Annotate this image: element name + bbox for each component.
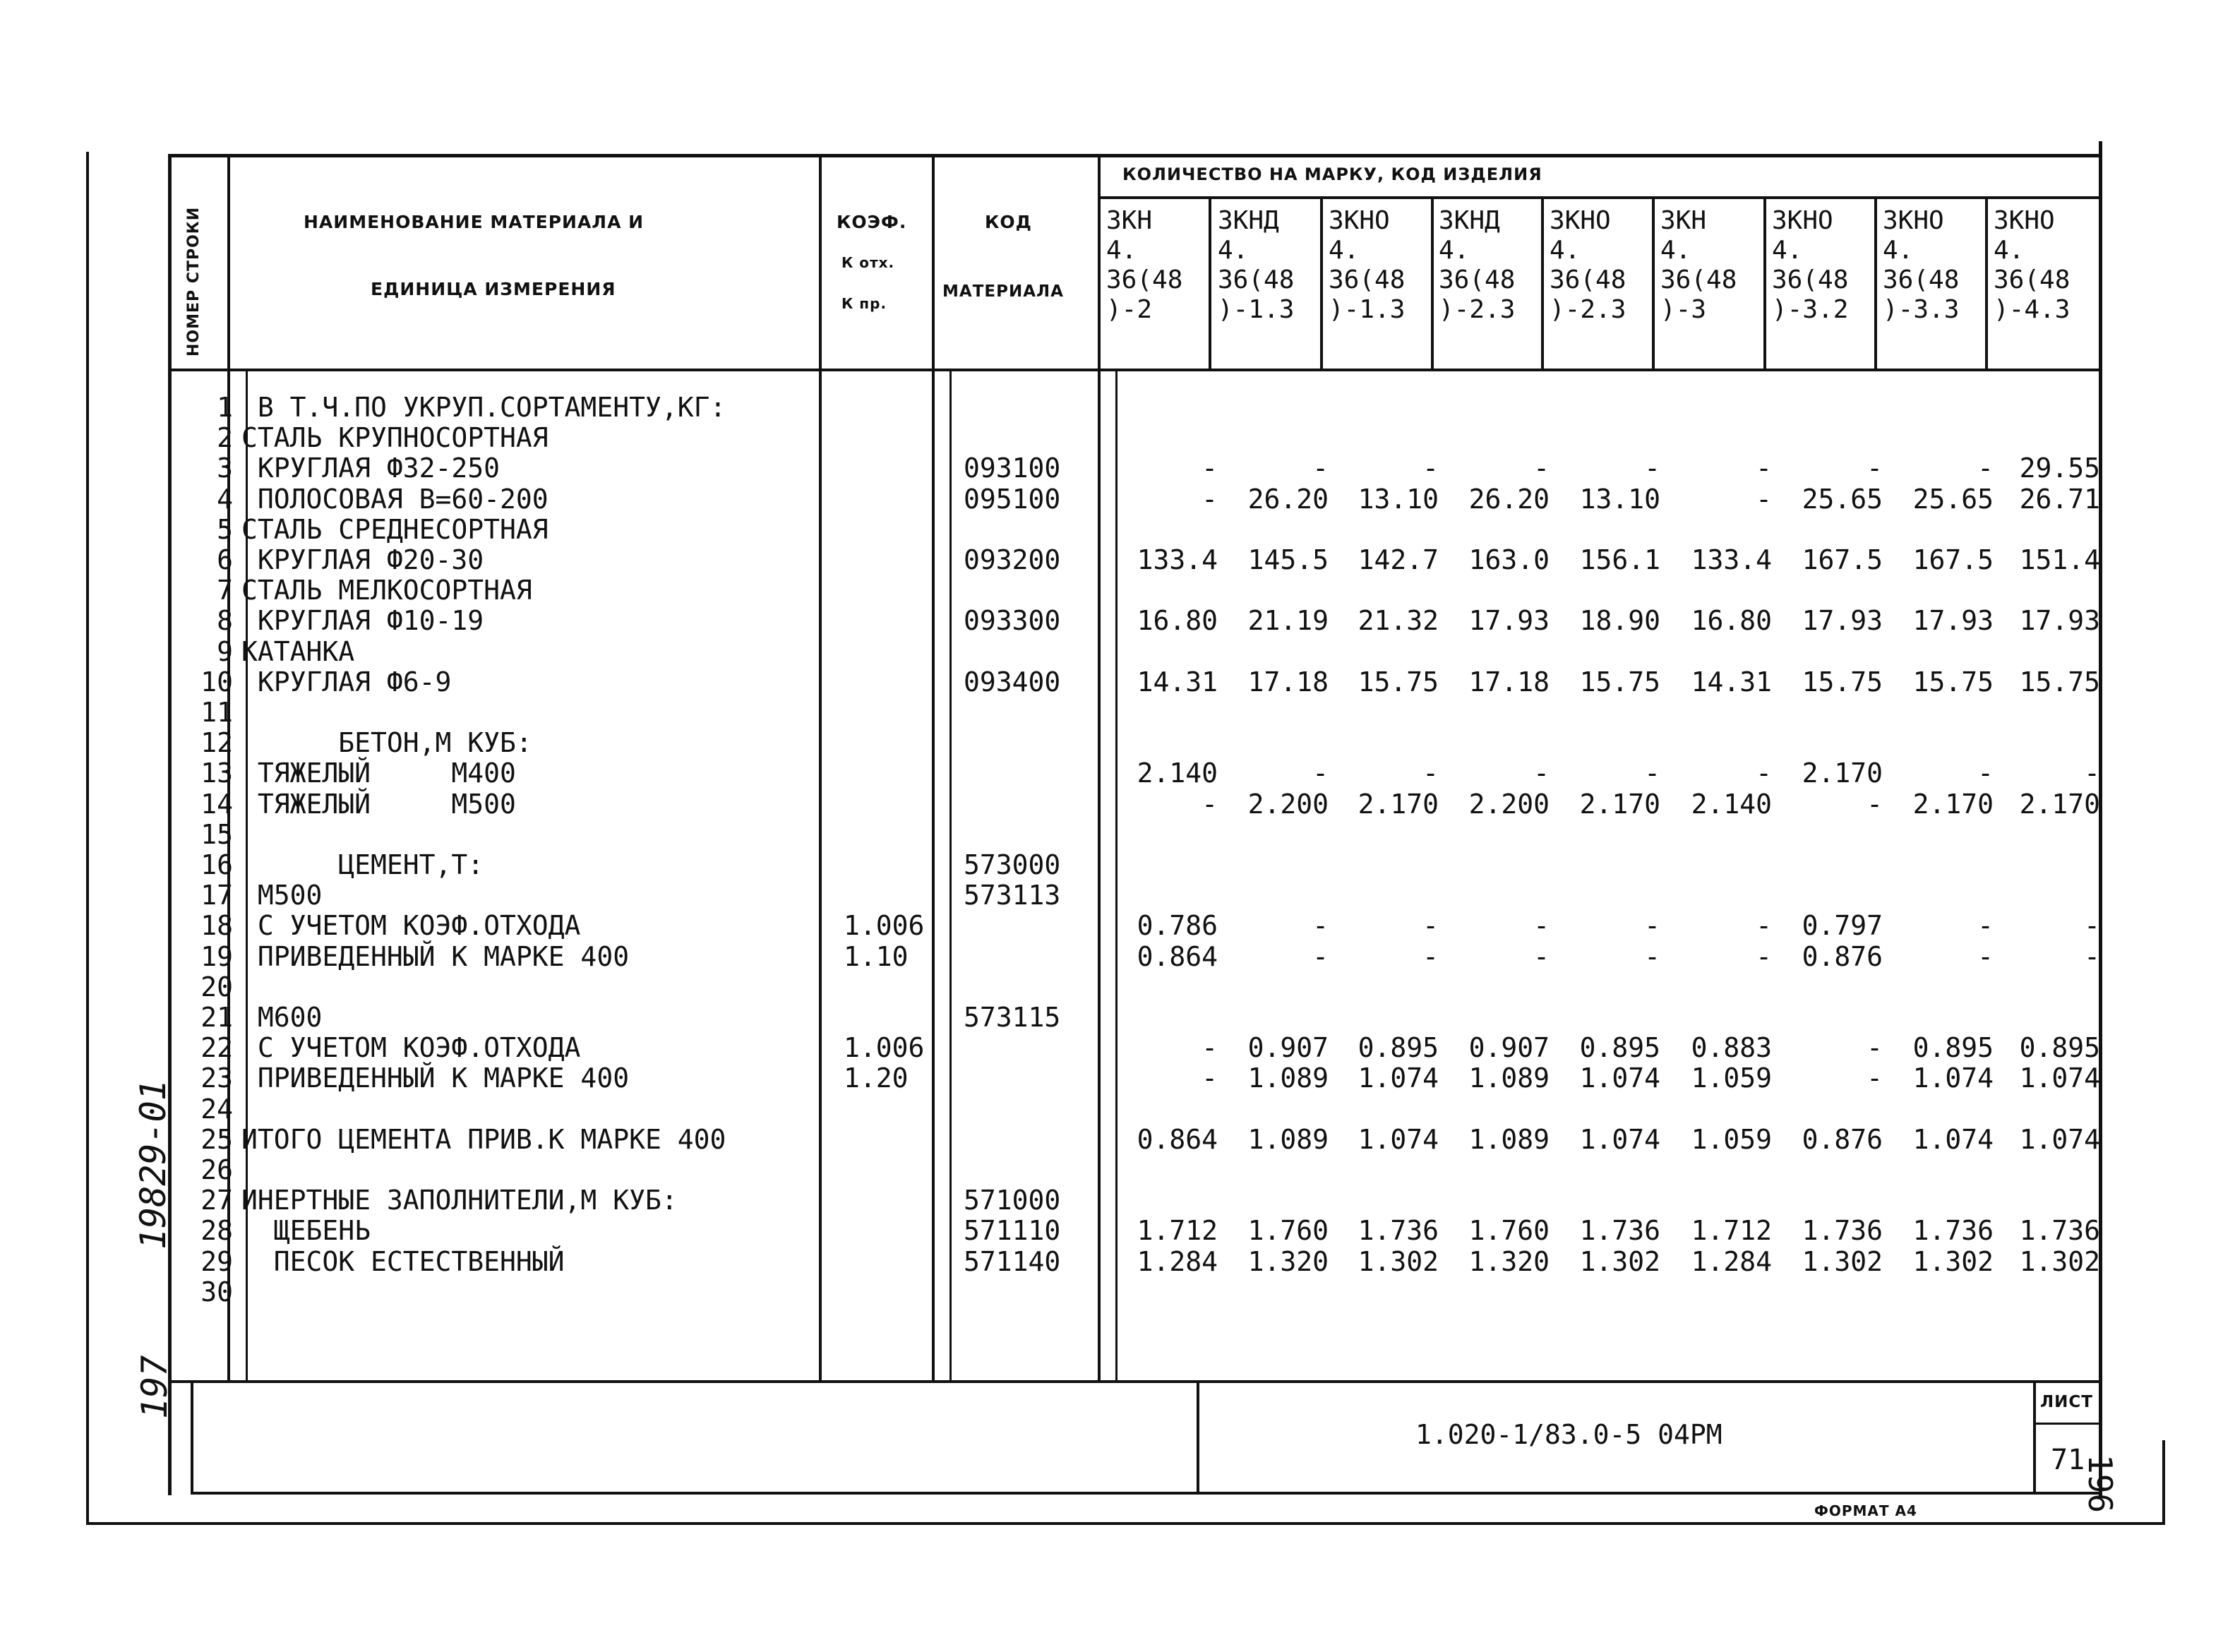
- quantity-value: 13.10: [1579, 484, 1660, 515]
- material-code: 093400: [964, 666, 1061, 698]
- koef-header-line2: К отх.: [841, 254, 895, 271]
- quantity-value: -: [2084, 941, 2100, 972]
- quantity-value: -: [1202, 484, 1218, 515]
- product-code-line: ЗКНО: [1329, 206, 1390, 235]
- doc-code: 1.020-1/83.0-5 04РМ: [1415, 1419, 1722, 1450]
- product-code-line: ЗКН: [1106, 206, 1153, 235]
- quantity-value: 1.736: [2019, 1215, 2100, 1246]
- col-line-v8: [1985, 198, 1988, 371]
- row-number: 16: [200, 849, 233, 880]
- product-code-line: 36(48: [1439, 265, 1516, 294]
- quantity-value: 1.712: [1137, 1215, 1218, 1246]
- product-code-line: )-2.3: [1439, 295, 1516, 324]
- quantity-value: 15.75: [1358, 666, 1439, 698]
- row-number: 23: [200, 1063, 233, 1094]
- material-code: 573115: [964, 1002, 1061, 1033]
- quantity-value: -: [1756, 758, 1772, 789]
- quantity-value: 1.320: [1247, 1246, 1329, 1277]
- quantity-value: 1.074: [1579, 1063, 1660, 1094]
- product-code-header: [1994, 206, 2070, 325]
- quantity-value: 29.55: [2019, 453, 2100, 484]
- table-frame-left: [168, 154, 172, 1495]
- row-number: 22: [200, 1032, 233, 1063]
- header-separator: [168, 369, 2102, 371]
- code-header-line2: МАТЕРИАЛА: [942, 282, 1064, 301]
- material-name: СТАЛЬ СРЕДНЕСОРТНАЯ: [241, 514, 549, 545]
- quantity-value: -: [1644, 453, 1660, 484]
- row-number: 15: [200, 819, 233, 850]
- quantity-value: 2.200: [1468, 789, 1550, 820]
- quantity-value: -: [1644, 910, 1660, 941]
- quantity-value: 1.736: [1358, 1215, 1439, 1246]
- side-number: 197: [134, 1355, 175, 1419]
- quantity-value: 1.284: [1691, 1246, 1772, 1277]
- quantity-value: 26.20: [1468, 484, 1550, 515]
- quantity-value: 2.170: [1802, 758, 1883, 789]
- quantity-value: 133.4: [1137, 544, 1218, 575]
- quantity-value: 17.18: [1247, 666, 1329, 698]
- quantity-header-line: [1098, 196, 2102, 199]
- material-code: 573000: [964, 849, 1061, 880]
- quantity-value: -: [1867, 789, 1883, 820]
- material-name: ПЕСОК ЕСТЕСТВЕННЫЙ: [241, 1246, 565, 1277]
- quantity-value: -: [1756, 941, 1772, 972]
- row-number: 3: [217, 453, 233, 484]
- col-line-koef: [932, 154, 935, 1382]
- side-stamp: 19829-01: [133, 1079, 174, 1250]
- product-code-line: )-2.3: [1550, 295, 1626, 324]
- quantity-value: -: [1867, 1032, 1883, 1063]
- material-name: ПОЛОСОВАЯ В=60-200: [241, 484, 549, 515]
- format-label: ФОРМАТ А4: [1814, 1502, 1917, 1519]
- quantity-value: 1.074: [1358, 1063, 1439, 1094]
- quantity-value: -: [1977, 941, 1994, 972]
- row-number: 25: [200, 1124, 233, 1155]
- quantity-value: 0.883: [1691, 1032, 1772, 1063]
- quantity-value: 14.31: [1137, 666, 1218, 698]
- quantity-value: 1.736: [1802, 1215, 1883, 1246]
- quantity-value: -: [1312, 453, 1329, 484]
- quantity-value: 2.140: [1691, 789, 1772, 820]
- quantity-value: -: [1867, 453, 1883, 484]
- quantity-value: -: [1202, 1032, 1218, 1063]
- material-name: СТАЛЬ МЕЛКОСОРТНАЯ: [241, 575, 532, 606]
- quantity-value: -: [1533, 453, 1550, 484]
- quantity-value: 1.302: [1358, 1246, 1439, 1277]
- product-code-line: 4.: [1660, 236, 1691, 265]
- quantity-value: 0.876: [1802, 941, 1883, 972]
- quantity-value: 21.32: [1358, 605, 1439, 636]
- quantity-value: 0.864: [1137, 941, 1218, 972]
- quantity-value: 1.059: [1691, 1124, 1772, 1155]
- material-name: КАТАНКА: [241, 636, 355, 667]
- product-code-line: )-3: [1660, 295, 1707, 324]
- material-code: 571110: [964, 1215, 1061, 1246]
- quantity-value: 1.089: [1468, 1124, 1550, 1155]
- row-number: 14: [200, 789, 233, 820]
- material-code: 093100: [964, 453, 1061, 484]
- quantity-value: 1.074: [2019, 1063, 2100, 1094]
- material-name: С УЧЕТОМ КОЭФ.ОТХОДА: [241, 1032, 581, 1063]
- product-code-line: 4.: [1883, 236, 1914, 265]
- row-number: 2: [217, 422, 233, 453]
- product-code-line: )-3.2: [1772, 295, 1849, 324]
- quantity-value: 15.75: [1802, 666, 1883, 698]
- quantity-value: 25.65: [1802, 484, 1883, 515]
- quantity-value: -: [1202, 1063, 1218, 1094]
- row-number: 29: [200, 1246, 233, 1277]
- product-code-line: 4.: [1218, 236, 1249, 265]
- product-code-line: ЗКНО: [1772, 206, 1833, 235]
- row-number: 27: [200, 1185, 233, 1216]
- quantity-value: -: [1867, 1063, 1883, 1094]
- quantity-value: 1.302: [1579, 1246, 1660, 1277]
- product-code-header: [1883, 206, 1959, 325]
- quantity-value: 0.907: [1468, 1032, 1550, 1063]
- product-code-line: 4.: [1106, 236, 1137, 265]
- quantity-value: 25.65: [1912, 484, 1994, 515]
- product-code-header: [1329, 206, 1405, 325]
- quantity-value: 167.5: [1912, 544, 1994, 575]
- quantity-value: 1.074: [1579, 1124, 1660, 1155]
- product-code-line: 4.: [1772, 236, 1803, 265]
- quantity-value: -: [1533, 910, 1550, 941]
- quantity-value: 1.089: [1247, 1063, 1329, 1094]
- quantity-value: -: [1533, 758, 1550, 789]
- quantity-value: 17.93: [2019, 605, 2100, 636]
- stamp-divider: [1197, 1380, 1199, 1495]
- quantity-value: -: [1422, 941, 1439, 972]
- quantity-value: 1.284: [1137, 1246, 1218, 1277]
- row-number: 20: [200, 971, 233, 1002]
- material-name: ЩЕБЕНЬ: [241, 1215, 371, 1246]
- name-header-line2: ЕДИНИЦА ИЗМЕРЕНИЯ: [371, 279, 616, 299]
- product-code-header: [1772, 206, 1848, 325]
- quantity-value: 142.7: [1358, 544, 1439, 575]
- name-header-line1: НАИМЕНОВАНИЕ МАТЕРИАЛА И: [304, 212, 645, 232]
- material-code: 095100: [964, 484, 1061, 515]
- row-number: 8: [217, 605, 233, 636]
- product-code-header: [1218, 206, 1294, 325]
- quantity-value: 2.170: [1912, 789, 1994, 820]
- quantity-value: 16.80: [1137, 605, 1218, 636]
- quantity-value: -: [1312, 758, 1329, 789]
- row-number: 21: [200, 1002, 233, 1033]
- quantity-value: 16.80: [1691, 605, 1772, 636]
- material-name: ПРИВЕДЕННЫЙ К МАРКЕ 400: [241, 1063, 630, 1094]
- material-name: КРУГЛАЯ Ф20-30: [241, 544, 484, 575]
- quantity-value: -: [1644, 941, 1660, 972]
- quantity-value: -: [1312, 941, 1329, 972]
- material-name: ЦЕМЕНТ,Т:: [241, 849, 484, 880]
- quantity-value: 1.089: [1468, 1063, 1550, 1094]
- quantity-value: 1.760: [1468, 1215, 1550, 1246]
- outer-frame-left: [86, 152, 89, 1525]
- product-code-line: 36(48: [1772, 265, 1849, 294]
- quantity-value: 2.140: [1137, 758, 1218, 789]
- product-code-line: )-2: [1106, 295, 1153, 324]
- col-line-v2: [1320, 198, 1323, 371]
- quantity-value: 1.302: [2019, 1246, 2100, 1277]
- material-code: 571000: [964, 1185, 1061, 1216]
- product-code-line: 36(48: [1994, 265, 2071, 294]
- material-name: СТАЛЬ КРУПНОСОРТНАЯ: [241, 422, 549, 453]
- material-name: ПРИВЕДЕННЫЙ К МАРКЕ 400: [241, 941, 630, 972]
- outer-frame-bottom: [86, 1522, 2165, 1525]
- quantity-value: 163.0: [1468, 544, 1550, 575]
- material-name: ТЯЖЕЛЫЙ М400: [241, 758, 516, 789]
- col-line-code: [1098, 154, 1101, 1382]
- col-line-v5: [1652, 198, 1655, 371]
- product-code-line: 36(48: [1660, 265, 1737, 294]
- quantity-value: -: [1756, 910, 1772, 941]
- quantity-value: 26.20: [1247, 484, 1329, 515]
- quantity-value: -: [1422, 453, 1439, 484]
- quantity-value: -: [1756, 453, 1772, 484]
- quantity-value: 1.712: [1691, 1215, 1772, 1246]
- product-code-header: [1439, 206, 1515, 325]
- quantity-value: -: [1977, 910, 1994, 941]
- product-code-line: 36(48: [1329, 265, 1406, 294]
- koef-value: 1.10: [844, 941, 909, 972]
- material-name: М500: [241, 880, 323, 911]
- quantity-value: 2.200: [1247, 789, 1329, 820]
- quantity-value: 1.074: [1912, 1063, 1994, 1094]
- quantity-value: -: [1312, 910, 1329, 941]
- col-line-v1: [1209, 198, 1211, 371]
- quantity-value: 14.31: [1691, 666, 1772, 698]
- row-number: 6: [217, 544, 233, 575]
- row-number: 7: [217, 575, 233, 606]
- product-code-line: 4.: [1439, 236, 1470, 265]
- quantity-value: 17.93: [1468, 605, 1550, 636]
- quantity-value: 2.170: [2019, 789, 2100, 820]
- quantity-value: 167.5: [1802, 544, 1883, 575]
- quantity-value: -: [1977, 758, 1994, 789]
- quantity-value: 2.170: [1579, 789, 1660, 820]
- koef-value: 1.20: [844, 1063, 909, 1094]
- quantity-value: 1.074: [1912, 1124, 1994, 1155]
- row-number: 10: [200, 666, 233, 698]
- quantity-value: 15.75: [1579, 666, 1660, 698]
- quantity-value: 0.786: [1137, 910, 1218, 941]
- quantity-value: 17.18: [1468, 666, 1550, 698]
- quantity-value: 15.75: [1912, 666, 1994, 698]
- quantity-value: 15.75: [2019, 666, 2100, 698]
- product-code-line: ЗКНД: [1439, 206, 1500, 235]
- quantity-value: 0.864: [1137, 1124, 1218, 1155]
- quantity-value: 17.93: [1912, 605, 1994, 636]
- row-number: 13: [200, 758, 233, 789]
- material-name: С УЧЕТОМ КОЭФ.ОТХОДА: [241, 910, 581, 941]
- row-number: 24: [200, 1094, 233, 1125]
- koef-header-line1: КОЭФ.: [837, 212, 907, 232]
- quantity-value: -: [1422, 910, 1439, 941]
- product-code-header: [1660, 206, 1737, 325]
- product-code-line: ЗКНО: [1994, 206, 2055, 235]
- quantity-value: 1.074: [1358, 1124, 1439, 1155]
- material-code: 573113: [964, 880, 1061, 911]
- quantity-value: -: [1644, 758, 1660, 789]
- quantity-value: 1.302: [1912, 1246, 1994, 1277]
- material-name: КРУГЛАЯ Ф6-9: [241, 666, 452, 698]
- quantity-value: -: [1977, 453, 1994, 484]
- quantity-value: 18.90: [1579, 605, 1660, 636]
- quantity-value: 1.320: [1468, 1246, 1550, 1277]
- row-number: 19: [200, 941, 233, 972]
- row-number: 1: [217, 392, 233, 423]
- material-code: 093300: [964, 605, 1061, 636]
- quantity-value: 145.5: [1247, 544, 1329, 575]
- quantity-value: 0.895: [2019, 1032, 2100, 1063]
- quantity-value: 156.1: [1579, 544, 1660, 575]
- sheet-box-left: [2033, 1380, 2036, 1495]
- quantity-value: -: [2084, 910, 2100, 941]
- product-code-line: 36(48: [1106, 265, 1183, 294]
- product-code-line: 4.: [1994, 236, 2025, 265]
- product-code-line: 36(48: [1550, 265, 1626, 294]
- product-code-line: ЗКНД: [1218, 206, 1279, 235]
- material-name: ИНЕРТНЫЕ ЗАПОЛНИТЕЛИ,М КУБ:: [241, 1185, 678, 1216]
- material-code: 093200: [964, 544, 1061, 575]
- quantity-value: 0.876: [1802, 1124, 1883, 1155]
- quantity-value: 1.760: [1247, 1215, 1329, 1246]
- quantity-value: 1.059: [1691, 1063, 1772, 1094]
- quantity-value: 1.302: [1802, 1246, 1883, 1277]
- code-header-line1: КОД: [985, 212, 1032, 232]
- product-code-line: ЗКНО: [1883, 206, 1944, 235]
- quantity-value: -: [2084, 758, 2100, 789]
- quantity-header: КОЛИЧЕСТВО НА МАРКУ, КОД ИЗДЕЛИЯ: [1122, 164, 1542, 184]
- product-code-header: [1106, 206, 1182, 325]
- quantity-value: -: [1756, 484, 1772, 515]
- quantity-value: -: [1533, 941, 1550, 972]
- product-code-line: )-1.3: [1329, 295, 1406, 324]
- quantity-value: 1.074: [2019, 1124, 2100, 1155]
- material-code: 571140: [964, 1246, 1061, 1277]
- quantity-value: -: [1202, 453, 1218, 484]
- quantity-value: 1.089: [1247, 1124, 1329, 1155]
- sheet-label: ЛИСТ: [2040, 1393, 2093, 1411]
- quantity-value: 133.4: [1691, 544, 1772, 575]
- material-name: КРУГЛАЯ Ф10-19: [241, 605, 484, 636]
- row-number: 11: [200, 697, 233, 728]
- material-name: ТЯЖЕЛЫЙ М500: [241, 789, 516, 820]
- row-number: 28: [200, 1215, 233, 1246]
- row-number: 30: [200, 1276, 233, 1307]
- koef-header-line3: К пр.: [841, 295, 887, 312]
- product-code-line: ЗКН: [1660, 206, 1707, 235]
- col-line-v7: [1874, 198, 1877, 371]
- table-body-bottom: [168, 1380, 2102, 1383]
- quantity-value: -: [1202, 789, 1218, 820]
- quantity-value: 26.71: [2019, 484, 2100, 515]
- product-code-header: [1550, 206, 1626, 325]
- quantity-value: 17.93: [1802, 605, 1883, 636]
- quantity-value: 21.19: [1247, 605, 1329, 636]
- col-line-v3: [1431, 198, 1434, 371]
- quantity-value: 1.736: [1579, 1215, 1660, 1246]
- row-number: 12: [200, 727, 233, 758]
- quantity-value: 1.736: [1912, 1215, 1994, 1246]
- material-name: БЕТОН,М КУБ:: [241, 727, 532, 758]
- koef-value: 1.006: [844, 910, 925, 941]
- material-name: КРУГЛАЯ Ф32-250: [241, 453, 501, 484]
- outer-frame-right-tick: [2162, 1440, 2165, 1525]
- quantity-value: 0.797: [1802, 910, 1883, 941]
- quantity-value: 0.895: [1358, 1032, 1439, 1063]
- row-number: 5: [217, 514, 233, 545]
- table-frame-top: [168, 154, 2102, 157]
- product-code-line: 36(48: [1218, 265, 1295, 294]
- product-code-line: 4.: [1550, 236, 1581, 265]
- col-line-koef-inner: [949, 369, 952, 1382]
- material-name: ИТОГО ЦЕМЕНТА ПРИВ.К МАРКЕ 400: [241, 1124, 726, 1155]
- corner-number: 196: [2081, 1454, 2119, 1514]
- product-code-line: 36(48: [1883, 265, 1960, 294]
- stamp-left: [191, 1380, 193, 1495]
- quantity-value: 151.4: [2019, 544, 2100, 575]
- col-line-name: [819, 154, 822, 1382]
- row-number-header: НОМЕР СТРОКИ: [185, 206, 203, 357]
- row-number: 17: [200, 880, 233, 911]
- row-number: 4: [217, 484, 233, 515]
- quantity-value: 0.907: [1247, 1032, 1329, 1063]
- product-code-line: )-3.3: [1883, 295, 1960, 324]
- sheet-number: 71: [2051, 1444, 2085, 1476]
- row-number: 9: [217, 636, 233, 667]
- row-number: 26: [200, 1154, 233, 1185]
- sheet-box-sep: [2033, 1423, 2102, 1425]
- product-code-line: ЗКНО: [1550, 206, 1611, 235]
- product-code-line: )-1.3: [1218, 295, 1295, 324]
- product-code-line: 4.: [1329, 236, 1360, 265]
- stamp-bottom: [191, 1492, 2102, 1495]
- quantity-value: 13.10: [1358, 484, 1439, 515]
- material-name: М600: [241, 1002, 323, 1033]
- quantity-value: 2.170: [1358, 789, 1439, 820]
- quantity-value: 0.895: [1912, 1032, 1994, 1063]
- quantity-value: 0.895: [1579, 1032, 1660, 1063]
- koef-value: 1.006: [844, 1032, 925, 1063]
- product-code-line: )-4.3: [1994, 295, 2071, 324]
- row-number: 18: [200, 910, 233, 941]
- material-name: В Т.Ч.ПО УКРУП.СОРТАМЕНТУ,КГ:: [241, 392, 726, 423]
- quantity-value: -: [1422, 758, 1439, 789]
- col-line-v4: [1541, 198, 1544, 371]
- col-line-v6: [1763, 198, 1766, 371]
